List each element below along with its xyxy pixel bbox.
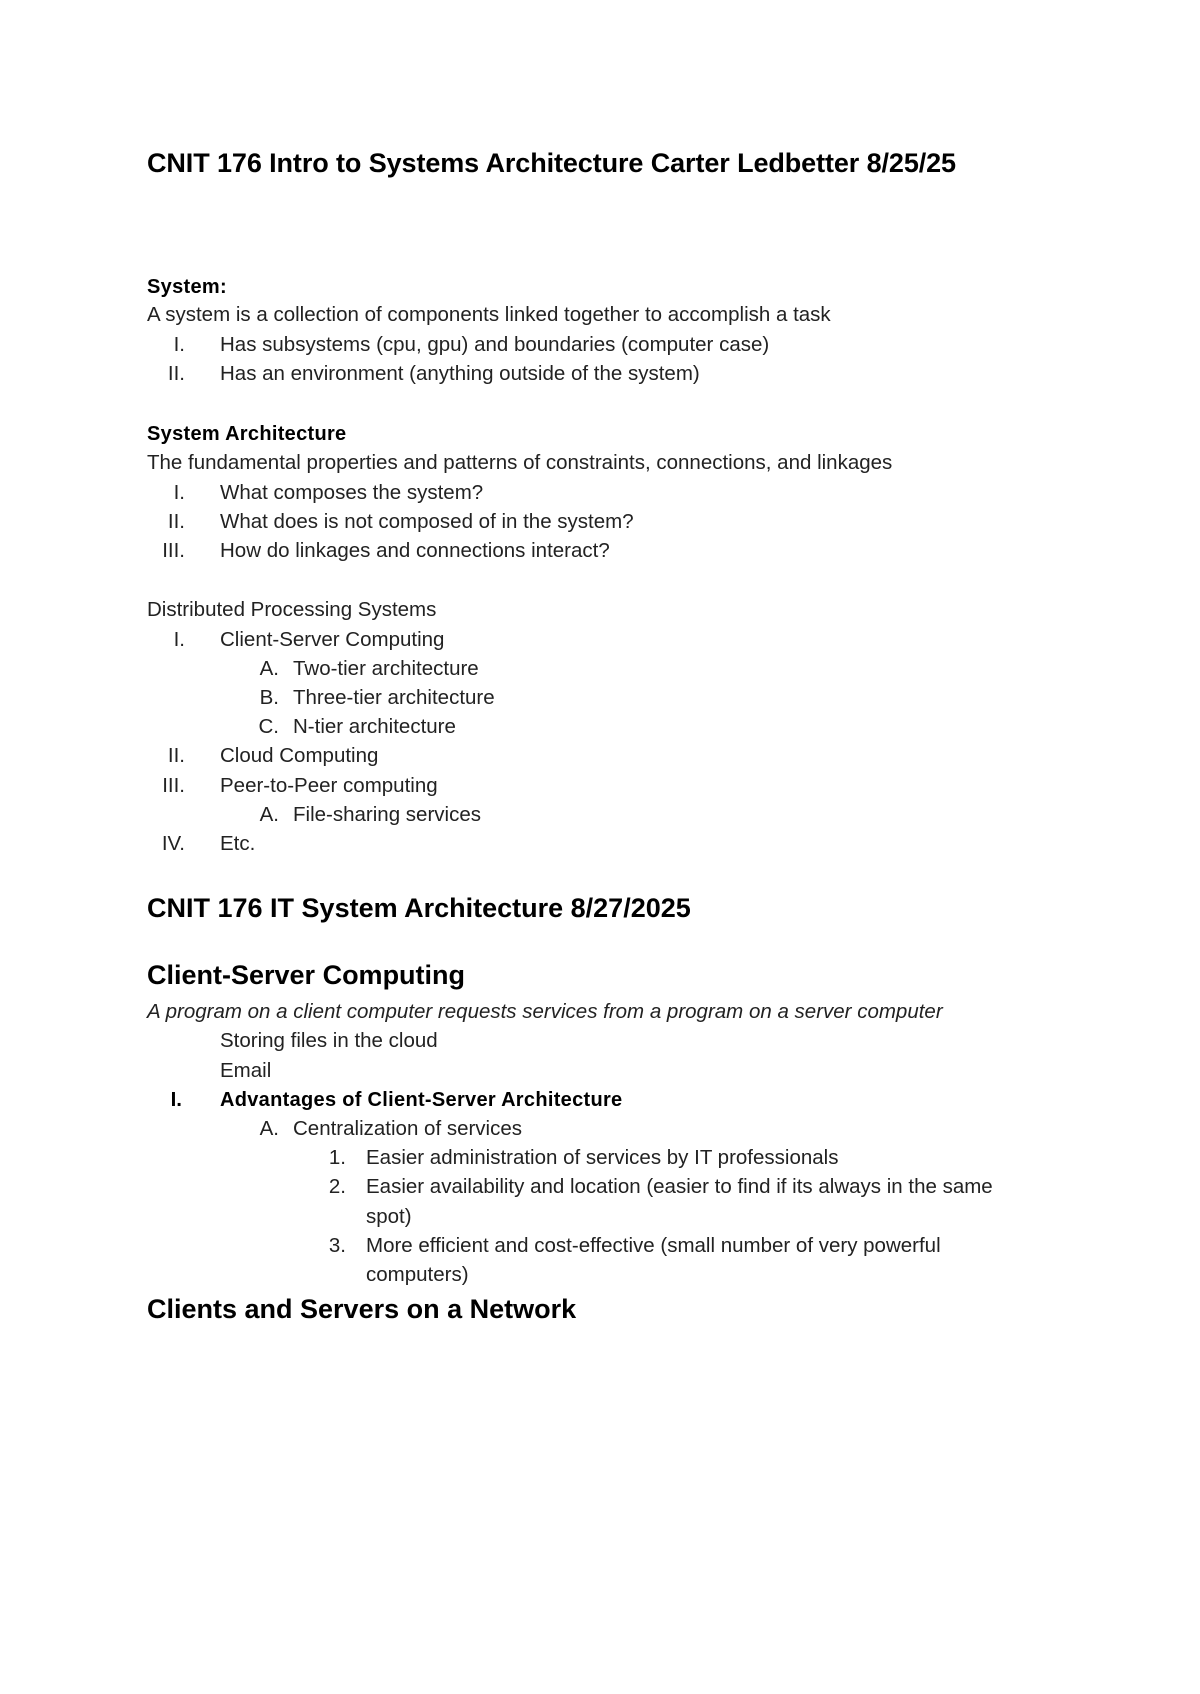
list-marker: C. bbox=[258, 715, 279, 738]
list-item: How do linkages and connections interact? bbox=[220, 539, 610, 562]
distributed-heading: Distributed Processing Systems bbox=[147, 598, 437, 621]
system-heading: System: bbox=[147, 276, 227, 298]
list-marker: I. bbox=[173, 333, 185, 356]
client-server-definition: A program on a client computer requests services from a program on a server computer bbox=[147, 1000, 943, 1023]
list-marker: III. bbox=[162, 774, 185, 797]
network-heading: Clients and Servers on a Network bbox=[147, 1294, 577, 1324]
list-marker: 3. bbox=[328, 1234, 346, 1257]
list-item: Client-Server Computing bbox=[220, 628, 445, 651]
list-marker: 1. bbox=[328, 1146, 346, 1169]
list-marker: 2. bbox=[328, 1175, 346, 1198]
system-architecture-heading: System Architecture bbox=[147, 423, 347, 445]
list-marker: A. bbox=[259, 803, 279, 826]
list-item: Easier administration of services by IT professionals bbox=[366, 1146, 839, 1169]
list-item: Has an environment (anything outside of the system) bbox=[220, 362, 700, 385]
list-marker: I. bbox=[173, 481, 185, 504]
list-item: What does is not composed of in the system? bbox=[220, 510, 634, 533]
list-item: Etc. bbox=[220, 832, 256, 855]
client-server-heading: Client-Server Computing bbox=[147, 960, 466, 990]
example-item: Email bbox=[220, 1059, 272, 1082]
list-marker: I. bbox=[173, 628, 185, 651]
example-item: Storing files in the cloud bbox=[220, 1029, 438, 1052]
list-marker: A. bbox=[259, 657, 279, 680]
list-marker: III. bbox=[162, 539, 185, 562]
list-item: What composes the system? bbox=[220, 481, 484, 504]
list-item: Centralization of services bbox=[293, 1117, 523, 1140]
advantages-heading: Advantages of Client-Server Architecture bbox=[220, 1089, 623, 1111]
list-marker: II. bbox=[167, 362, 185, 385]
list-item: N-tier architecture bbox=[293, 715, 456, 738]
list-item: File-sharing services bbox=[293, 803, 481, 826]
list-marker: B. bbox=[259, 686, 279, 709]
list-marker: IV. bbox=[161, 832, 185, 855]
list-marker: II. bbox=[167, 510, 185, 533]
system-definition: A system is a collection of components linked together to accomplish a task bbox=[147, 303, 831, 326]
list-item: Three-tier architecture bbox=[293, 686, 495, 709]
list-marker: A. bbox=[259, 1117, 279, 1140]
list-item: Two-tier architecture bbox=[293, 657, 479, 680]
list-item-continuation: computers) bbox=[366, 1263, 469, 1286]
page-title: CNIT 176 Intro to Systems Architecture Carter Ledbetter 8/25/25 bbox=[147, 148, 956, 178]
list-item: Easier availability and location (easier to find if its always in the same bbox=[366, 1175, 993, 1198]
list-item: Has subsystems (cpu, gpu) and boundaries (computer case) bbox=[220, 333, 770, 356]
list-item-continuation: spot) bbox=[366, 1205, 412, 1228]
list-item: More efficient and cost-effective (small number of very powerful bbox=[366, 1234, 941, 1257]
list-marker: I. bbox=[170, 1088, 182, 1111]
list-item: Cloud Computing bbox=[220, 744, 379, 767]
list-marker: II. bbox=[167, 744, 185, 767]
section-title: CNIT 176 IT System Architecture 8/27/2025 bbox=[147, 893, 691, 923]
list-item: Peer-to-Peer computing bbox=[220, 774, 438, 797]
system-architecture-definition: The fundamental properties and patterns of constraints, connections, and linkages bbox=[147, 451, 893, 474]
